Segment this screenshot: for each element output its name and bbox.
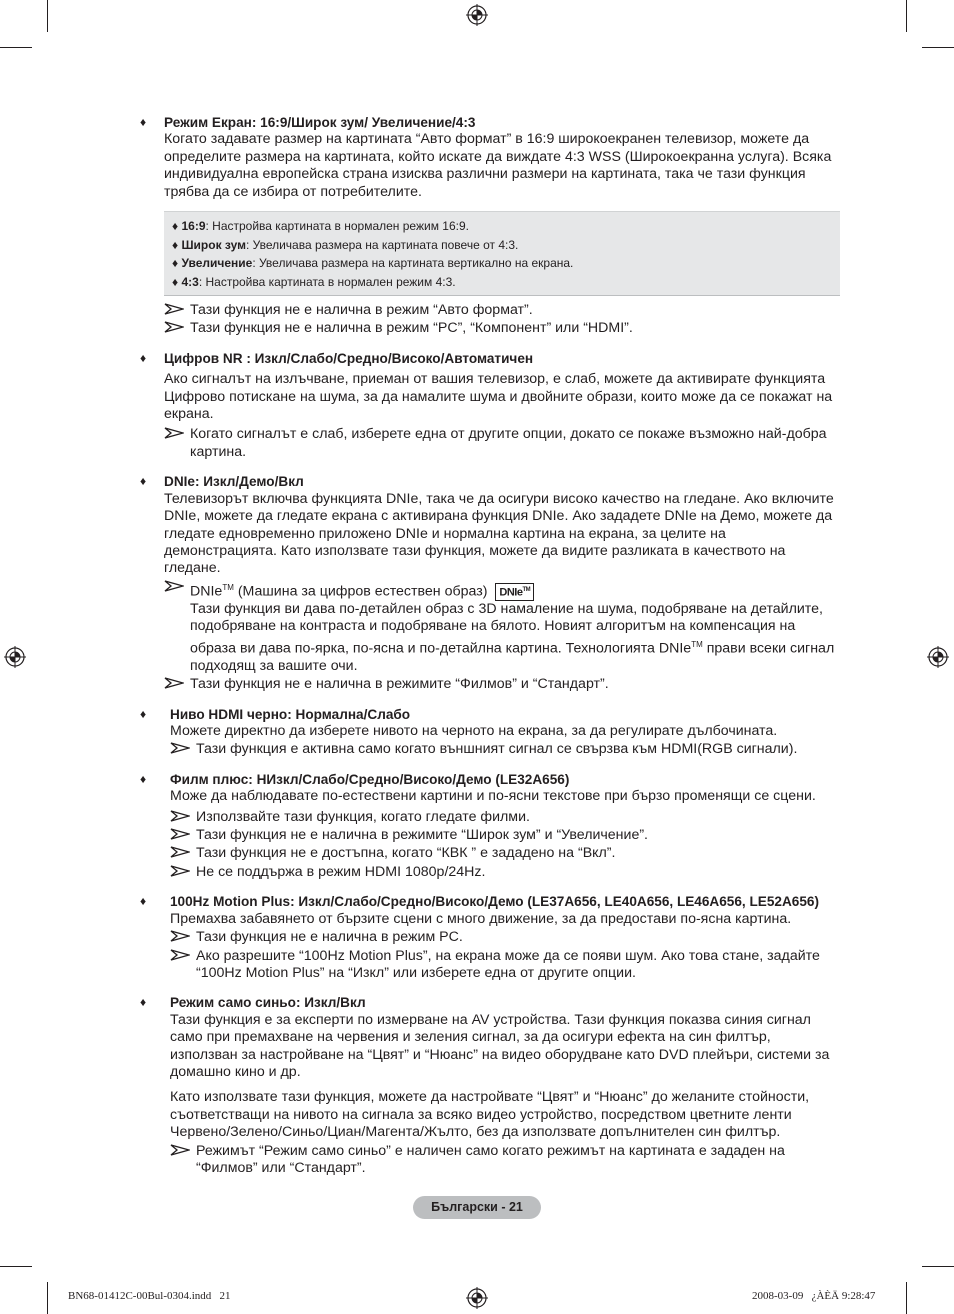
- note-arrow-icon: [170, 865, 190, 877]
- note-arrow-icon: [170, 846, 190, 858]
- dnie-note-body: [190, 601, 840, 675]
- note-item: [170, 845, 840, 862]
- note-item: [170, 741, 840, 758]
- callout-term: Широк зум: [181, 237, 246, 252]
- section-screen-mode: [140, 114, 840, 338]
- diamond-bullet-icon: ♦: [140, 115, 147, 129]
- page-number-badge: Български - 21: [413, 1196, 541, 1219]
- crop-mark: [906, 1282, 907, 1314]
- callout-text: : Настройва картината в нормален режим 4:3.: [198, 274, 456, 289]
- registration-mark-icon: [927, 646, 949, 668]
- callout-item: [172, 236, 832, 255]
- callout-term: 4:3: [181, 274, 199, 289]
- note-arrow-icon: [164, 427, 184, 439]
- note-text: DNIe: [190, 583, 223, 600]
- registration-mark-icon: [4, 646, 26, 668]
- note-text: (Машина за цифров естествен образ): [233, 583, 488, 600]
- trademark-mark: TM: [691, 639, 703, 649]
- section-blue-only-mode: [140, 994, 840, 1177]
- section-digital-nr: [140, 350, 840, 461]
- note-text: Не се поддържа в режим HDMI 1080p/24Hz.: [196, 863, 486, 880]
- note-item: [164, 579, 840, 676]
- section-title: 100Hz Motion Plus: Изкл/Слабо/Средно/Високо/Демо (LE37A656, LE40A656, LE46A656, LE52A656): [170, 894, 819, 910]
- diamond-bullet-icon: ♦: [172, 219, 179, 234]
- section-title: Ниво HDMI черно: Нормална/Слабо: [170, 706, 411, 722]
- logo-text: DNIe: [499, 586, 523, 599]
- note-arrow-icon: [164, 580, 184, 592]
- dnie-note-heading: [190, 579, 840, 601]
- note-text: Ако разрешите “100Hz Motion Plus”, на екрана може да се появи шум. Ако това стане, задайте “100Hz Motion Plus” на “Изкл” или изберете една от другите опции.: [196, 947, 820, 981]
- crop-mark: [47, 1282, 48, 1314]
- crop-mark: [47, 0, 48, 32]
- section-title: Режим само синьо: Изкл/Вкл: [170, 995, 366, 1011]
- note-item: [164, 320, 840, 337]
- note-item: [164, 676, 840, 693]
- note-text: Тази функция ви дава по-детайлен образ с 3D намаление на шума, подобряване на детайлите, подобряване на контраста и подобряване на бялото. Новият алгоритъм на компенсация на образа ви дава по-ярка, по-ясна и по-детайлна картина. Технологията DNIe: [190, 600, 823, 657]
- crop-mark: [0, 1266, 32, 1267]
- note-item: [170, 948, 840, 983]
- section-paragraph: Когато задавате размер на картината “Авто формат” в 16:9 широкоекранен телевизор, можете да определите размера на картината, който искате да виждате 4:3 WSS (Широкоекранна услуга). Всяка индивидуална европейска страна изисква различни размери на картината, така че тази функция трябва да се избира от потребителите.: [164, 131, 832, 200]
- diamond-bullet-icon: ♦: [140, 894, 147, 909]
- note-arrow-icon: [164, 303, 184, 315]
- note-arrow-icon: [170, 742, 190, 754]
- crop-mark: [922, 1266, 954, 1267]
- section-film-plus: [140, 771, 840, 881]
- note-item: [170, 864, 840, 881]
- note-text: Тази функция не е налична в режим “PC”, “Компонент” или “HDMI”.: [190, 320, 633, 337]
- note-item: [170, 827, 840, 844]
- note-arrow-icon: [164, 321, 184, 333]
- section-hdmi-black-level: [140, 706, 840, 759]
- manual-content: [140, 114, 840, 1189]
- section-title: DNIe: Изкл/Демо/Вкл: [164, 474, 304, 490]
- diamond-bullet-icon: ♦: [140, 995, 147, 1010]
- diamond-bullet-icon: ♦: [172, 237, 179, 252]
- section-title: Цифров NR : Изкл/Слабо/Средно/Високо/Автоматичен: [164, 350, 534, 366]
- section-title: Филм плюс: НИзкл/Слабо/Средно/Високо/Демо (LE32A656): [170, 771, 570, 787]
- crop-mark: [0, 47, 32, 48]
- section-100hz-motion-plus: [140, 893, 840, 982]
- note-item: [164, 302, 840, 319]
- dnie-logo: [495, 583, 534, 601]
- callout-item: [172, 273, 832, 292]
- note-text: Тази функция не е налична в режим “Авто формат”.: [190, 302, 533, 319]
- callout-text: : Настройва картината в нормален режим 16:9.: [205, 219, 469, 234]
- section-paragraph: Премахва забавянето от бързите сцени с много движение, за да предостави по-ясна картина.: [170, 910, 792, 927]
- callout-term: 16:9: [181, 219, 206, 234]
- note-text: Тази функция е активна само когато външният сигнал се свързва към HDMI(RGB сигнали).: [196, 741, 798, 758]
- note-text: Тази функция не е налична в режимите “Филмов” и “Стандарт”.: [190, 676, 609, 693]
- note-item: [170, 1143, 840, 1178]
- note-text: Тази функция не е достъпна, когато “КВК ” е зададено на “Вкл”.: [196, 845, 616, 862]
- diamond-bullet-icon: ♦: [140, 474, 147, 489]
- diamond-bullet-icon: ♦: [172, 256, 179, 271]
- section-paragraph: Като използвате тази функция, можете да настройвате “Цвят” и “Нюанс” до желаните стойности, съответстващи на нивото на сигнала за всяко видео устройство, посредством цветните ленти Червено/Зелено/Синьо/Циан/Магента/Жълто, без да използвате допълнителен син филтър.: [170, 1089, 810, 1141]
- note-text: Тази функция не е налична в режимите “Широк зум” и “Увеличение”.: [196, 827, 648, 844]
- callout-box: [164, 211, 840, 296]
- note-arrow-icon: [170, 949, 190, 961]
- callout-text: : Увеличава размера на картината вертикално на екрана.: [252, 256, 574, 271]
- section-paragraph: Може да наблюдавате по-естествени картини и по-ясни текстове при бързо променящи се сцени.: [170, 788, 816, 805]
- note-item: [170, 929, 840, 946]
- note-text: Тази функция не е налична в режим PC.: [196, 929, 463, 946]
- imprint-timestamp: 2008-03-09 ¿ÀÈÄ 9:28:47: [752, 1290, 876, 1302]
- section-paragraph: Можете директно да изберете нивото на черното на екрана, за да регулирате дълбочината.: [170, 723, 778, 740]
- note-text: Използвайте тази функция, когато гледате филми.: [196, 808, 530, 825]
- section-paragraph: Телевизорът включва функцията DNIe, така че да осигури високо качество на гледане. Ако включите DNIe, можете да гледате екрана с активирана функция DNIe. Ако зададете DNIe на Демо, можете да гледате едновременно приложено DNIe и нормална картина на екрана, за целите на демонстрацията. Като използвате тази функция, можете да видите разликата в качеството на гледане.: [164, 490, 834, 577]
- note-arrow-icon: [170, 828, 190, 840]
- diamond-bullet-icon: ♦: [140, 771, 147, 786]
- section-paragraph: Ако сигналът на излъчване, приеман от вашия телевизор, е слаб, можете да активирате функцията Цифрово потискане на шума, за да намалите шума и двойните образи, които може да се покажат на екрана.: [164, 371, 833, 423]
- section-dnie: [140, 473, 840, 693]
- note-item: [170, 809, 840, 826]
- note-item: [164, 426, 840, 461]
- registration-mark-icon: [466, 4, 488, 26]
- section-title: Режим Екран: 16:9/Широк зум/ Увеличение/4:3: [164, 115, 476, 130]
- note-arrow-icon: [164, 677, 184, 689]
- trademark-mark: TM: [222, 582, 234, 592]
- note-arrow-icon: [170, 1144, 190, 1156]
- diamond-bullet-icon: ♦: [140, 350, 147, 365]
- imprint-file-name: BN68-01412C-00Bul-0304.indd 21: [68, 1290, 231, 1302]
- note-arrow-icon: [170, 930, 190, 942]
- diamond-bullet-icon: ♦: [140, 706, 147, 721]
- callout-item: [172, 217, 832, 236]
- note-text: Когато сигналът е слаб, изберете една от другите опции, докато се покаже възможно най-добра картина.: [190, 426, 827, 460]
- diamond-bullet-icon: ♦: [172, 274, 179, 289]
- note-text: прави всеки сигнал подходящ за вашите очи.: [190, 640, 835, 674]
- crop-mark: [906, 0, 907, 32]
- registration-mark-icon: [466, 1287, 488, 1309]
- section-paragraph: Тази функция е за експерти по измерване на AV устройства. Тази функция показва синия сигнал само при премахване на червения и зеления сигнал, за да осигури ефекта на син филтър, използван за настройване на “Цвят” и “Нюанс” на видео оборудване като DVD плейъри, системи за домашно кино и др.: [170, 1011, 830, 1080]
- callout-item: [172, 254, 832, 273]
- callout-text: : Увеличава размера на картината повече от 4:3.: [245, 237, 519, 252]
- note-text: Режимът “Режим само синьо” е наличен само когато режимът на картината е зададен на “Филмов” или “Стандарт”.: [196, 1142, 785, 1176]
- note-arrow-icon: [170, 810, 190, 822]
- trademark-mark: TM: [522, 586, 531, 593]
- crop-mark: [922, 47, 954, 48]
- callout-term: Увеличение: [181, 256, 253, 271]
